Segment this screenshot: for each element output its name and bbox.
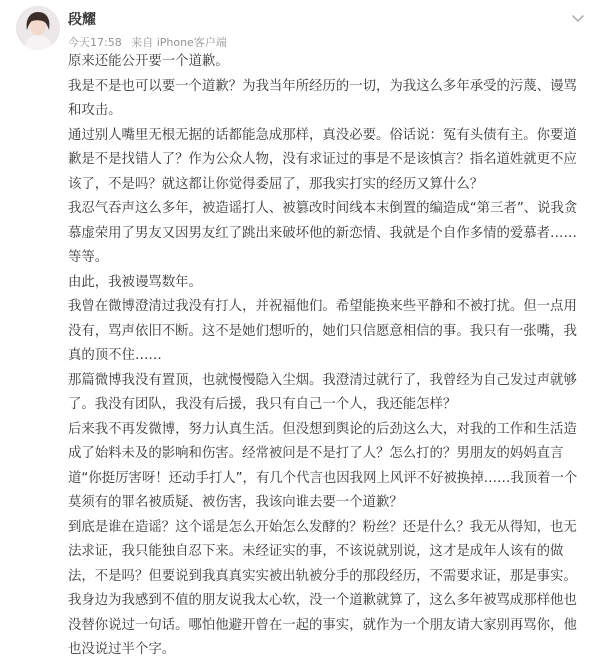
post-paragraph: 我是不是也可以要一个道歉？为我当年所经历的一切，为我这么多年承受的污蔑、谩骂和攻击。 xyxy=(68,78,577,118)
avatar[interactable] xyxy=(16,6,60,50)
post-content xyxy=(68,50,590,663)
post-paragraph: 我曾在微博澄清过我没有打人，并祝福他们。希望能换来些平静和不被打扰。但一点用没有，骂声依旧不断。这不是她们想听的，她们只信愿意相信的事。我只有一张嘴，我真的顶不住…… xyxy=(68,299,577,363)
post-paragraph: 原来还能公开要一个道歉。 xyxy=(68,54,229,69)
post-meta xyxy=(68,34,233,50)
chevron-down-icon[interactable] xyxy=(570,10,586,26)
post-paragraph: 到底是谁在造谣？这个谣是怎么开始怎么发酵的？粉丝？还是什么？我无从得知，也无法求证，我只能独自忍下来。未经证实的事，不该说就别说，这才是成年人该有的做法，不是吗？但要说到我真真实实被出轨被分手的那段经历，不需要求证，那是事实。 xyxy=(68,519,577,584)
post-paragraph: 由此，我被谩骂数年。 xyxy=(68,274,202,290)
author-name[interactable]: 段耀 xyxy=(68,12,96,28)
post-source: 来自 iPhone客户端 xyxy=(131,36,227,49)
post-paragraph: 通过别人嘴里无根无据的话都能急成那样，真没必要。俗话说：冤有头债有主。你要道歉是不是找错人了？作为公众人物，没有求证过的事是不是该慎言？指名道姓就更不应该了，不是吗？就这都让你觉得委屈了，那我实打实的经历又算什么？ xyxy=(68,127,577,192)
avatar-image xyxy=(16,6,60,50)
post-paragraph: 后来我不再发微博，努力认真生活。但没想到舆论的后劲这么大，对我的工作和生活造成了始料未及的影响和伤害。经常被问是不是打了人？怎么打的？男朋友的妈妈直言道“你挺厉害呀！还动手打人”，有几个代言也因我网上风评不好被换掉……我顶着一个莫须有的罪名被质疑、被伤害，我该向谁去要一个道歉？ xyxy=(68,421,578,510)
post-time[interactable]: 今天17:58 xyxy=(68,36,122,49)
post-paragraph: 那篇微博我没有置顶，也就慢慢隐入尘烟。我澄清过就行了，我曾经为自己发过声就够了。我没有团队，我没有后援，我只有自己一个人，我还能怎样？ xyxy=(68,372,577,412)
post-paragraph: 我身边为我感到不值的朋友说我太心软，没一个道歉就算了，这么多年被骂成那样他也没替你说过一句话。哪怕他避开曾在一起的事实，就作为一个朋友请大家别再骂你，他也没说过半个字。 xyxy=(68,593,577,657)
post-paragraph: 我忍气吞声这么多年，被造谣打人、被篡改时间线本末倒置的编造成“第三者”、说我贪慕虚荣用了男友又因男友红了跳出来破坏他的新恋情、我就是个自作多情的爱慕者……等等。 xyxy=(68,201,578,265)
